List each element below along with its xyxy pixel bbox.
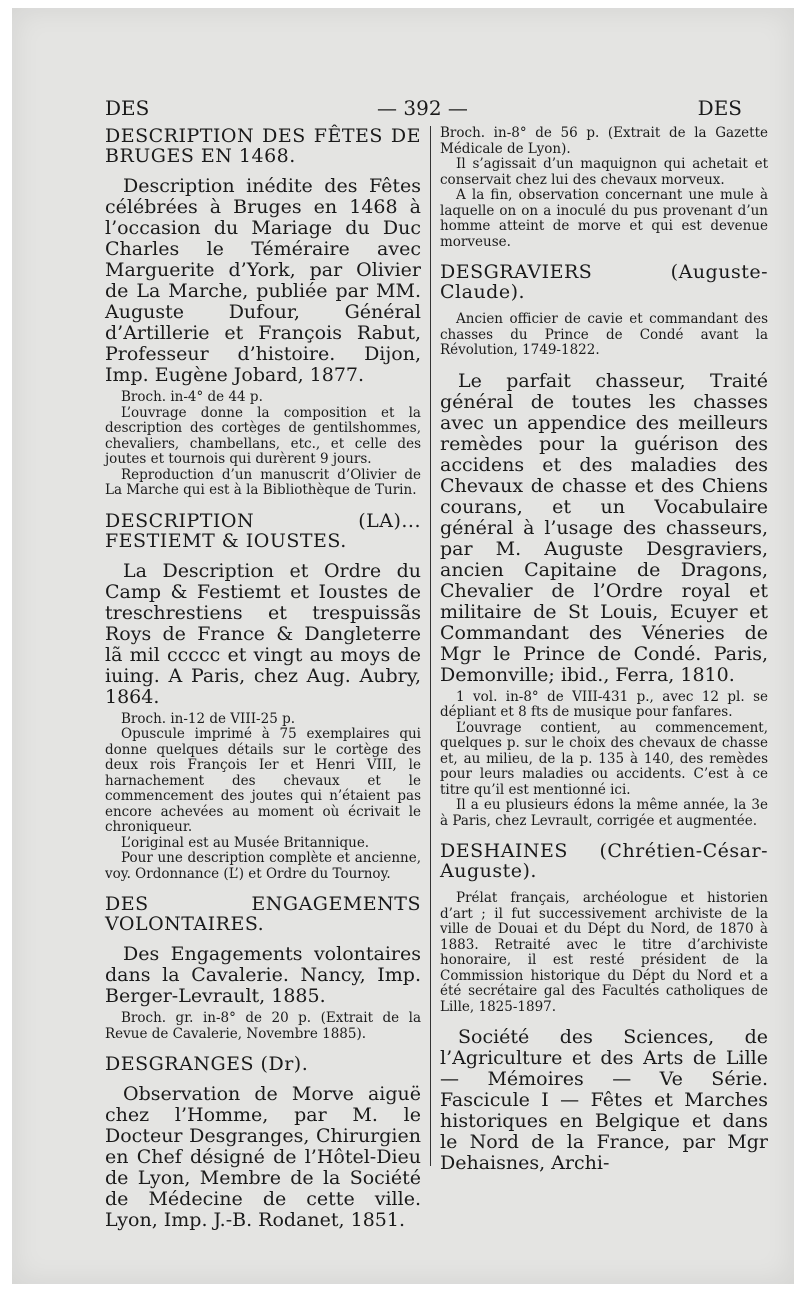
entry-title: Société des Sciences, de l’Agriculture et des Arts de Lille — Mémoires — Ve Série. Fascicule I — Fêtes et Marches historiques en Belgique et dans le Nord de la France, par Mgr Dehaisnes, Archi- [440,1026,768,1174]
entry-title: Description inédite des Fêtes célébrées à Bruges en 1468 à l’occasion du Mariage du Duc Charles le Téméraire avec Marguerite d’York, par Olivier de La Marche, publiée par MM. Auguste Dufour, Général d’Artillerie et François Rabut, Professeur d’histoire. Dijon, Imp. Eugène Jobard, 1877. [105,175,421,386]
entry-title: Observation de Morve aiguë chez l’Homme, par M. le Docteur Desgranges, Chirurgien en Chef désigné de l’Hôtel-Dieu de Lyon, Membre de la Société de Médecine de cette ville. Lyon, Imp. J.-B. Rodanet, 1851. [105,1083,421,1231]
entry-note: Ancien officier de cavie et commandant des chasses du Prince de Condé avant la Révolution, 1749-1822. [440,311,768,358]
entry-deshaines [440,841,768,1015]
entry-note: Broch. in-8° de 56 p. (Extrait de la Gazette Médicale de Lyon). [440,125,768,157]
entry-note: Pour une description complète et ancienne, voy. Ordonnance (L’) et Ordre du Tournoy. [105,850,421,882]
entry-description-fetes-bruges [105,126,421,499]
entry-heading: DES ENGAGEMENTS VOLONTAIRES. [105,893,421,935]
entry-note: Il a eu plusieurs édons la même année, la 3e à Paris, chez Levrault, corrigée et augmentée. [440,797,768,829]
entry-societe-sciences-lille [440,1027,768,1174]
entry-description-festiemt-ioustes [105,511,421,883]
entry-parfait-chasseur [440,371,768,830]
entry-desgranges [105,1054,421,1231]
entry-heading: DESGRANGES (Dr). [105,1053,309,1075]
entry-note: Opuscule imprimé à 75 exemplaires qui donne quelques détails sur le cortège des deux rois François Ier et Henri VIII, le harnachement des chevaux et le commencement des joutes qui n’étaient pas encore achevées au moment où écrivait le chroniqueur. [105,726,421,835]
entry-note: Broch. gr. in-8° de 20 p. (Extrait de la Revue de Cavalerie, Novembre 1885). [105,1010,421,1042]
entry-engagements-volontaires [105,894,421,1042]
entry-note: Il s’agissait d’un maquignon qui achetait et conservait chez lui des chevaux morveux. [440,156,768,188]
entry-title: Le parfait chasseur, Traité général de toutes les chasses avec un appendice des meilleurs remèdes pour la guérison des accidens et des maladies des Chevaux de chasse et des Chiens courans, et un Vocabulaire général à l’usage des chasseurs, par M. Auguste Desgraviers, ancien Capitaine de Dragons, Chevalier de l’Ordre royal et militaire de St Louis, Ecuyer et Commandant des Véneries de Mgr le Prince de Condé. Paris, Demonville; ibid., Ferra, 1810. [440,369,768,686]
entry-desgraviers [440,262,768,359]
header-right-keyword: DES [697,96,742,120]
entry-note: Broch. in-12 de VIII-25 p. [121,710,296,727]
entry-title: Des Engagements volontaires dans la Cavalerie. Nancy, Imp. Berger-Levrault, 1885. [105,943,421,1007]
entry-note: 1 vol. in-8° de VIII-431 p., avec 12 pl. se dépliant et 8 fts de musique pour fanfares. [440,688,768,720]
entry-note: Broch. in-4° de 44 p. [121,389,263,405]
entry-heading: DESCRIPTION (LA)... FESTIEMT & IOUSTES. [105,509,421,552]
column-divider [430,126,431,1166]
header-left-keyword: DES [105,96,150,120]
entry-title: La Description et Ordre du Camp & Festiemt et Ioustes de treschrestiens et trespuissãs Roys de France & Dangleterre lã mil ccccc et vingt au moys de iuing. A Paris, chez Aug. Aubry, 1864. [105,559,421,708]
entry-note: Prélat français, archéologue et historien d’art ; il fut successivement archiviste de la ville de Douai et du Dépt du Nord, de 1870 à 1883. Retraité avec le titre d’archiviste honoraire, il est resté président de la Commission historique du Dépt du Nord et a été secrétaire gal des Facultés catholiques de Lille, 1825-1897. [440,890,768,1015]
left-column [105,126,421,1243]
entry-heading: DESHAINES (Chrétien-César-Auguste). [440,840,768,882]
page-number: — 392 — [377,96,468,120]
entry-note: L’ouvrage donne la composition et la description des cortèges de gentilshommes, chevaliers, chambellans, etc., et celle des joutes et tournois qui durèrent 9 jours. [105,404,421,467]
right-column [440,126,768,1186]
entry-note: Reproduction d’un manuscrit d’Olivier de La Marche qui est à la Bibliothèque de Turin. [105,466,421,498]
entry-desgranges-continued [440,126,768,250]
entry-note: L’original est au Musée Britannique. [121,834,370,851]
entry-heading: DESCRIPTION DES FÊTES DE BRUGES EN 1468. [105,125,421,167]
entry-note: L’ouvrage contient, au commencement, quelques p. sur le choix des chevaux de chasse et, au milieu, de la p. 135 à 140, des remèdes pour leurs maladies ou accidents. C’est à ce titre qu’il est mentionné ici. [440,719,768,798]
entry-heading: DESGRAVIERS (Auguste-Claude). [440,261,768,303]
running-header [105,96,740,126]
entry-note: A la fin, observation concernant une mule à laquelle on on a inoculé du pus provenant d’un homme atteint de morve et qui est devenue morveuse. [440,187,768,250]
